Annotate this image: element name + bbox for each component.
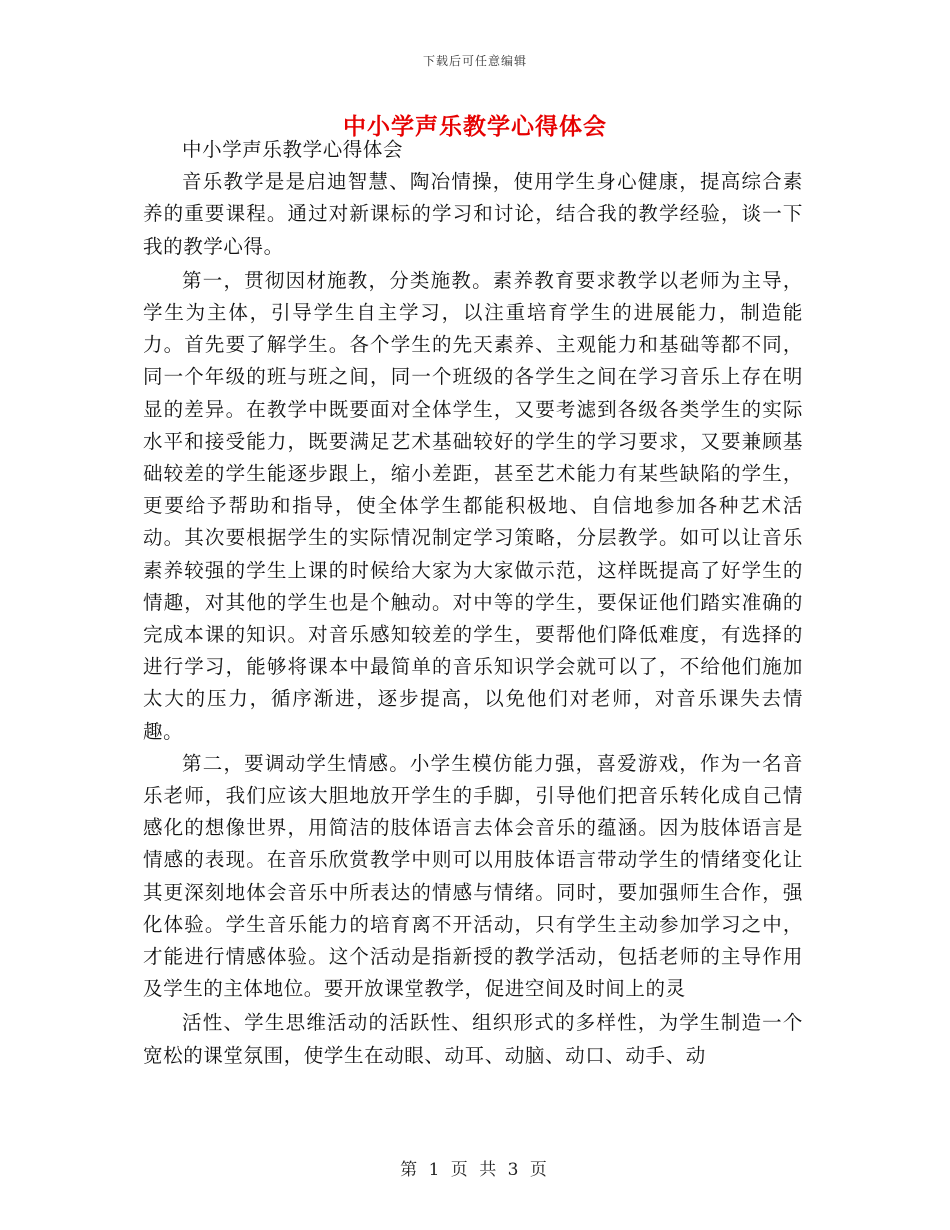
paragraph-continuation: 活性、学生思维活动的活跃性、组织形式的多样性，为学生制造一个宽松的课堂氛围，使学生在动眼、动耳、动脑、动口、动手、动 xyxy=(143,1011,803,1067)
document-title: 中小学声乐教学心得体会 xyxy=(343,113,607,140)
paragraph-first-point: 第一，贯彻因材施教，分类施教。素养教育要求教学以老师为主导，学生为主体，引导学生自主学习，以注重培育学生的进展能力，制造能力。首先要了解学生。各个学生的先天素养、主观能力和基础等都不同，同一个年级的班与班之间，同一个班级的各学生之间在学习音乐上存在明显的差异。在教学中既要面对全体学生，又要考滤到各级各类学生的实际水平和接受能力，既要满足艺术基础较好的学生的学习要求，又要兼顾基础较差的学生能逐步跟上，缩小差距，甚至艺术能力有某些缺陷的学生，更要给予帮助和指导，使全体学生都能积极地、自信地参加各种艺术活动。其次要根据学生的实际情况制定学习策略，分层教学。如可以让音乐素养较强的学生上课的时候给大家为大家做示范，这样既提高了好学生的情趣，对其他的学生也是个触动。对中等的学生，要保证他们踏实准确的完成本课的知识。对音乐感知较差的学生，要帮他们降低难度，有选择的进行学习，能够将课本中最简单的音乐知识学会就可以了，不给他们施加太大的压力，循序渐进，逐步提高，以免他们对老师，对音乐课失去情趣。 xyxy=(143,268,803,743)
header-note: 下载后可任意编辑 xyxy=(422,54,527,68)
paragraph-subtitle: 中小学声乐教学心得体会 xyxy=(182,138,404,161)
document-body xyxy=(143,134,803,1072)
page-footer: 第 1 页 共 3 页 xyxy=(400,1160,550,1180)
paragraph-second-point: 第二，要调动学生情感。小学生模仿能力强，喜爱游戏，作为一名音乐老师，我们应该大胆地放开学生的手脚，引导他们把音乐转化成自己情感化的想像世界，用简洁的肢体语言去体会音乐的蕴涵。因为肢体语言是情感的表现。在音乐欣赏教学中则可以用肢体语言带动学生的情绪变化让其更深刻地体会音乐中所表达的情感与情绪。同时，要加强师生合作，强化体验。学生音乐能力的培育离不开活动，只有学生主动参加学习之中，才能进行情感体验。这个活动是指新授的教学活动，包括老师的主导作用及学生的主体地位。要开放课堂教学，促进空间及时间上的灵 xyxy=(143,751,803,1001)
paragraph-intro: 音乐教学是是启迪智慧、陶冶情操，使用学生身心健康，提高综合素养的重要课程。通过对新课标的学习和讨论，结合我的教学经验，谈一下我的教学心得。 xyxy=(143,170,803,258)
